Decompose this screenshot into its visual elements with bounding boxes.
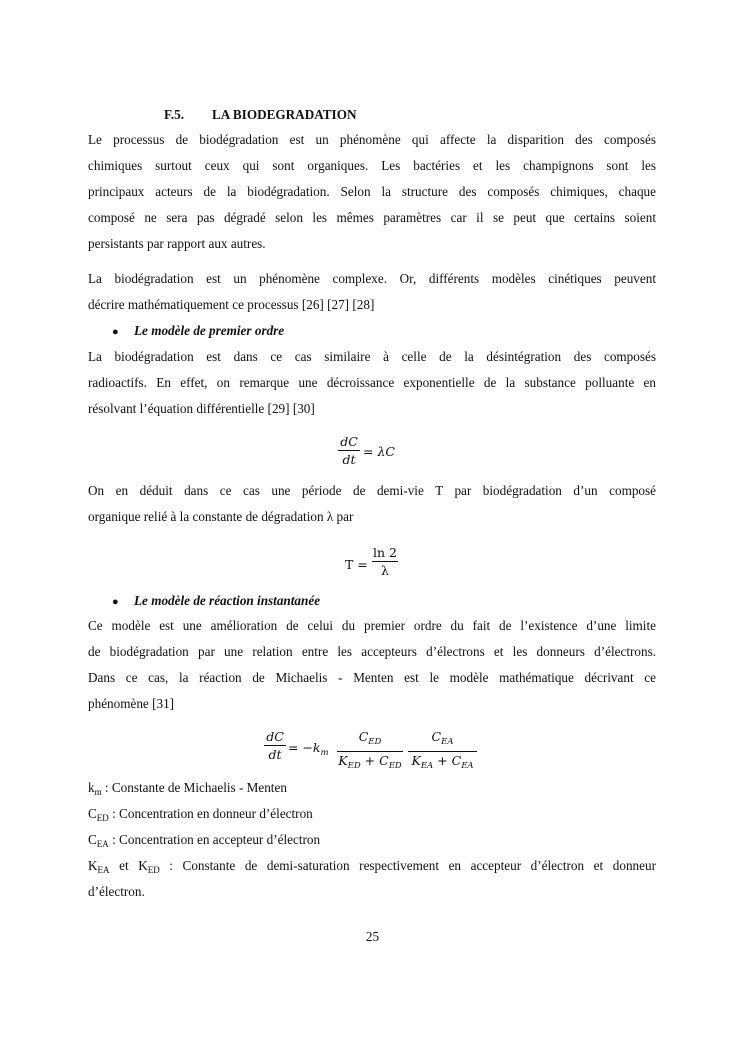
para3-line-1: La biodégradation est dans ce cas similaire à celle de la désintégration des composés: [88, 349, 656, 364]
para5-line-3: Dans ce cas, la réaction de Michaelis - Menten est le modèle mathématique décrivant ce: [88, 670, 656, 685]
def-cea-text: : Concentration en accepteur d’électron: [108, 832, 321, 847]
eq3-bar-1: [264, 745, 286, 746]
eq3-c4: C: [451, 753, 462, 768]
eq3-c2-sub: ED: [388, 761, 402, 771]
bullet-icon: ●: [112, 326, 119, 338]
eq2-fraction-bar: [372, 561, 398, 562]
eq3-c: C: [358, 729, 369, 744]
para1-line-4: composé ne sera pas dégradé selon les mêmes paramètres car il se peut que certains soient: [88, 210, 656, 225]
eq3-k-sub: m: [320, 748, 329, 758]
eq3-denominator-ea: [408, 753, 477, 774]
eq2-denominator: λ: [381, 563, 389, 578]
def-k-text: : Constante de demi-saturation respectivement en accepteur d’électron et donneur: [159, 858, 656, 873]
eq3-numerator-cea: [408, 729, 477, 750]
eq1-numerator: dC: [340, 434, 358, 449]
def-k-line-2: d’électron.: [88, 884, 145, 899]
eq3-k-sub-ed: ED: [347, 761, 361, 771]
bullet-first-order-label: Le modèle de premier ordre: [134, 323, 285, 338]
eq3-c-sub: ED: [368, 737, 382, 747]
eq2-numerator: ln 2: [373, 545, 397, 560]
eq3-eq-k: = −k: [288, 740, 321, 755]
eq3-c4-sub: EA: [461, 761, 474, 771]
def-km-text: : Constante de Michaelis - Menten: [101, 780, 287, 795]
eq1-denominator: dt: [342, 452, 356, 467]
eq3-fraction-ed: [337, 729, 403, 774]
section-number: F.5.: [164, 107, 185, 122]
para4-line-1: On en déduit dans ce cas une période de demi-vie T par biodégradation d’un composé: [88, 483, 656, 498]
eq3-minus-k: [288, 740, 329, 758]
eq3-k2-sub: EA: [420, 761, 434, 771]
def-cea-symbol: C: [88, 832, 97, 847]
eq3-numerator-dc: dC: [266, 729, 284, 744]
eq3-k: K: [338, 753, 348, 768]
eq3-c2: C: [379, 753, 389, 768]
para1-line-2: chimiques surtout ceux qui sont organiques. Les bactéries et les champignons sont les: [88, 158, 656, 173]
eq3-k2: K: [411, 753, 421, 768]
def-km: [88, 780, 656, 800]
eq3-c3: C: [431, 729, 442, 744]
def-cea-sub: EA: [96, 839, 109, 849]
section-title: LA BIODEGRADATION: [212, 107, 357, 122]
para1-line-5: persistants par rapport aux autres.: [88, 236, 266, 251]
page-number: 25: [365, 929, 380, 944]
eq3-plus2: +: [437, 753, 448, 768]
eq3-bar-3: [408, 751, 477, 752]
eq2-lhs: T =: [345, 557, 368, 572]
def-ced-sub: ED: [96, 813, 109, 823]
equation-half-life: [345, 545, 415, 585]
eq3-denominator-dt: dt: [268, 747, 282, 762]
eq2-fraction: [372, 545, 398, 578]
bullet-icon: ●: [112, 596, 119, 608]
eq3-fraction-dcdt: [264, 729, 286, 762]
para1-line-1: Le processus de biodégradation est un phénomène qui affecte la disparition des composés: [88, 132, 656, 147]
def-k-symbol-2: K: [138, 858, 148, 873]
eq1-fraction-bar: [338, 450, 360, 451]
eq3-denominator-ed: [337, 753, 403, 774]
para5-line-2: de biodégradation par une relation entre les accepteurs d’électrons et les donneurs d’électrons.: [88, 644, 656, 659]
para1-line-3: principaux acteurs de la biodégradation. Selon la structure des composés chimiques, chaque: [88, 184, 656, 199]
def-ced: [88, 806, 656, 826]
para5-line-1: Ce modèle est une amélioration de celui du premier ordre du fait de l’existence d’une limite: [88, 618, 656, 633]
def-k-sub-1: EA: [97, 865, 110, 875]
eq3-c3-sub: EA: [441, 737, 454, 747]
para2-line-1: La biodégradation est un phénomène complexe. Or, différents modèles cinétiques peuvent: [88, 271, 656, 286]
para5-line-4: phénomène [31]: [88, 696, 175, 711]
equation-michaelis-menten: [264, 729, 484, 771]
def-k-sub-2: ED: [147, 865, 160, 875]
def-ced-symbol: C: [88, 806, 97, 821]
def-k-mid: et: [109, 858, 139, 873]
def-km-sub: m: [94, 787, 102, 797]
def-cea: [88, 832, 656, 852]
def-k-symbol-1: K: [88, 858, 98, 873]
def-ced-text: : Concentration en donneur d’électron: [108, 806, 313, 821]
eq3-numerator-ced: [337, 729, 403, 750]
eq3-fraction-ea: [408, 729, 477, 774]
eq3-bar-2: [337, 751, 403, 752]
equation-first-order: [338, 434, 418, 474]
para4-line-2: organique relié à la constante de dégradation λ par: [88, 509, 354, 524]
para3-line-3: résolvant l’équation différentielle [29] [30]: [88, 401, 315, 416]
bullet-instant-reaction-label: Le modèle de réaction instantanée: [134, 593, 321, 608]
eq3-plus: +: [364, 753, 376, 768]
eq1-rhs: = λC: [363, 444, 395, 459]
def-k-line-1: [88, 858, 656, 878]
para2-line-2: décrire mathématiquement ce processus [26] [27] [28]: [88, 297, 375, 312]
para3-line-2: radioactifs. En effet, on remarque une décroissance exponentielle de la substance polluante en: [88, 375, 656, 390]
eq1-fraction: [338, 434, 360, 467]
def-km-symbol: k: [88, 780, 95, 795]
